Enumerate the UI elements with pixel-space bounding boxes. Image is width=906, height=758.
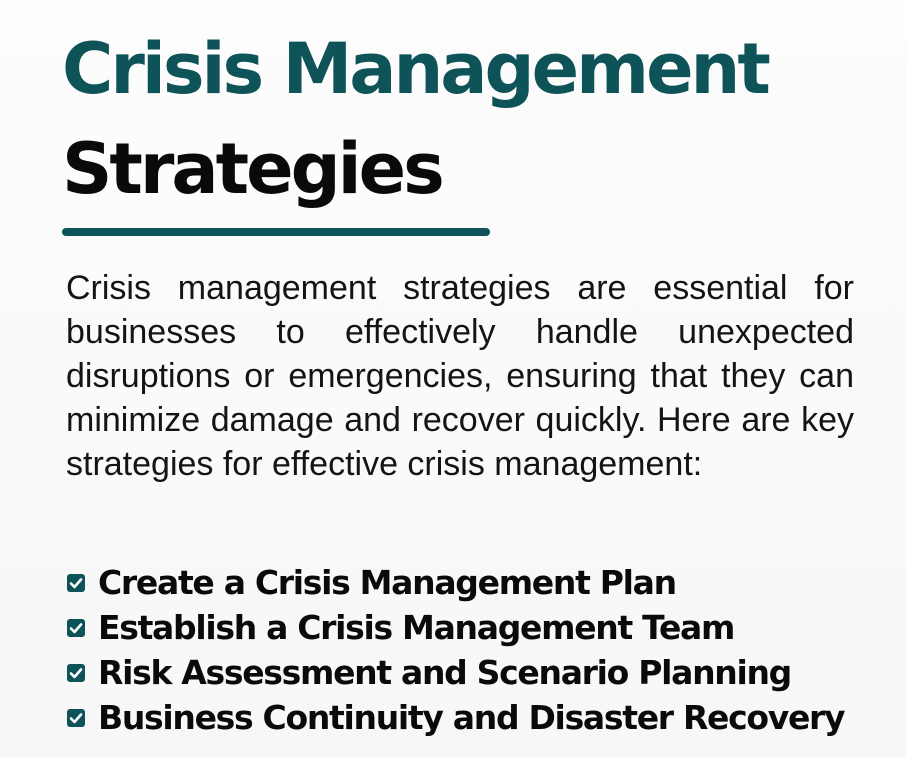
strategy-label: Business Continuity and Disaster Recovery [98, 698, 845, 737]
strategy-label: Create a Crisis Management Plan [98, 563, 676, 602]
strategy-label: Establish a Crisis Management Team [98, 608, 735, 647]
list-item [66, 695, 844, 740]
list-item [66, 605, 844, 650]
list-item [66, 560, 844, 605]
checkbox-icon [66, 573, 86, 593]
title-line-2: Strategies [62, 128, 442, 210]
checkbox-icon [66, 708, 86, 728]
checkbox-icon [66, 663, 86, 683]
title-line-1: Crisis Management [62, 28, 768, 110]
title-underline [62, 228, 490, 236]
intro-paragraph: Crisis management strategies are essential for businesses to effectively handle unexpected disruptions or emergencies, ensuring that they can minimize damage and recover quickly. Here are key strategies for effective crisis management: [66, 269, 854, 483]
list-item [66, 650, 844, 695]
strategy-label: Risk Assessment and Scenario Planning [98, 653, 791, 692]
strategy-list [66, 560, 844, 740]
checkbox-icon [66, 618, 86, 638]
